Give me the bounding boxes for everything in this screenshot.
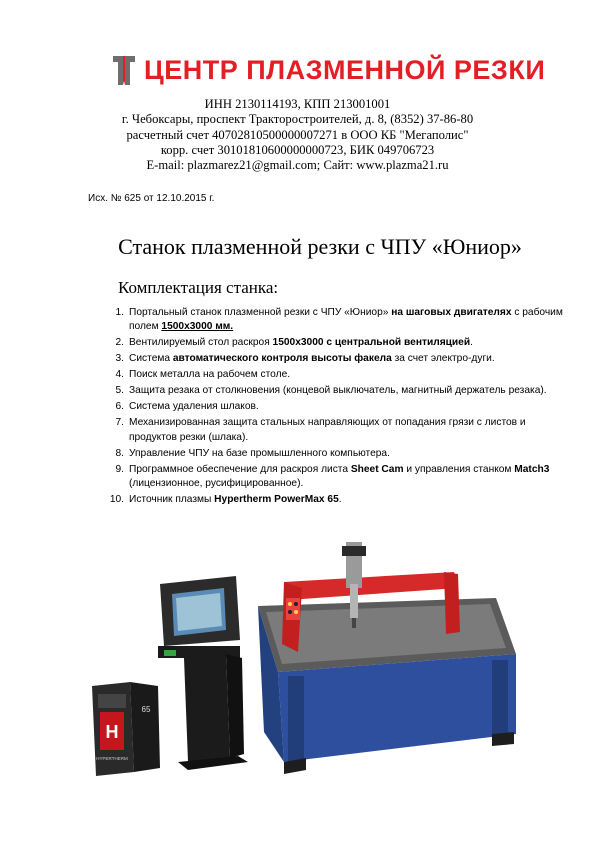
equipment-item-text: Механизированная защита стальных направляющих от попадания грязи с листов и продуктов резки (шлака).: [129, 417, 526, 443]
equipment-item-text: Поиск металла на рабочем столе.: [129, 369, 291, 381]
company-contacts: E-mail: plazmarez21@gmail.com; Сайт: www.plazma21.ru: [146, 158, 449, 173]
equipment-item-text: Защита резака от столкновения (концевой выключатель, магнитный держатель резака).: [129, 385, 547, 397]
equipment-item-text: Вентилируемый стол раскроя: [129, 337, 273, 349]
equipment-item-text: 1500х3000 мм.: [161, 321, 234, 333]
equipment-item-number: 1.: [115, 307, 124, 318]
source-model: 65: [141, 705, 151, 714]
document-title: Станок плазменной резки с ЧПУ «Юниор»: [118, 234, 522, 259]
equipment-item-number: 8.: [115, 447, 124, 459]
equipment-item: [104, 447, 564, 461]
company-address: г. Чебоксары, проспект Тракторостроителей, д. 8, (8352) 37-86-80: [121, 112, 474, 127]
equipment-item-number: 3.: [115, 353, 124, 365]
company-corr-account: корр. счет 30101810600000000723, БИК 049706723: [160, 142, 435, 157]
equipment-item-number: 9.: [115, 463, 124, 475]
equipment-item: [104, 463, 564, 492]
equipment-item: [104, 306, 564, 335]
company-inn: ИНН 2130114193, КПП 213001001: [204, 97, 391, 111]
equipment-item-text: 1500х3000 с центральной вентиляцией: [272, 337, 471, 349]
cnc-control-console: [158, 576, 248, 770]
equipment-item-text: на шаговых двигателях: [391, 307, 512, 318]
equipment-item-text: за счет электро-дуги.: [391, 353, 495, 365]
equipment-item-number: 6.: [115, 401, 124, 413]
equipment-item: [104, 493, 564, 507]
company-account: расчетный счет 40702810500000007271 в ООО КБ "Мегаполис": [126, 127, 469, 142]
equipment-item-text: с рабочим полем: [129, 307, 563, 333]
equipment-item-number: 10.: [109, 494, 124, 506]
equipment-item-text: .: [470, 337, 473, 349]
equipment-item-text: Портальный станок плазменной резки с ЧПУ «Юниор»: [129, 307, 392, 318]
equipment-item-text: Hypertherm PowerMax 65: [214, 494, 339, 506]
equipment-item-text: Программное обеспечение для раскроя листа: [129, 463, 351, 475]
equipment-item-text: Управление ЧПУ на базе промышленного компьютера.: [129, 447, 390, 459]
equipment-item-number: 4.: [115, 369, 124, 381]
plasma-source-unit: [92, 682, 160, 776]
equipment-item-text: .: [338, 494, 342, 506]
equipment-item-text: и управления станком: [403, 463, 515, 475]
equipment-item-text: Sheet Cam: [350, 463, 404, 475]
equipment-item-text: (лицензионное, русифицированное).: [129, 478, 304, 490]
equipment-item-text: Система: [129, 353, 173, 365]
logo-text: ЦЕНТР ПЛАЗМЕННОЙ РЕЗКИ: [144, 54, 546, 85]
equipment-item: [104, 384, 564, 398]
equipment-item: [104, 336, 564, 350]
equipment-item: [104, 400, 564, 414]
equipment-item-text: Источник плазмы: [129, 494, 215, 506]
equipment-item-text: Система удаления шлаков.: [129, 401, 259, 413]
equipment-item: [104, 352, 564, 366]
torch-logo-icon: [110, 53, 138, 87]
equipment-item: [104, 416, 564, 445]
equipment-item-text: автоматического контроля высоты факела: [172, 353, 392, 365]
svg-text:H: H: [105, 722, 119, 742]
equipment-item: [104, 368, 564, 382]
cnc-plasma-machine-photo: [88, 536, 538, 776]
document-subtitle: Комплектация станка:: [118, 278, 279, 297]
equipment-item-number: 2.: [115, 337, 124, 349]
equipment-item-number: 5.: [115, 385, 124, 397]
company-logo: [110, 50, 545, 90]
equipment-list: [104, 306, 564, 509]
company-details: [0, 97, 595, 173]
equipment-item-text: Match3: [514, 463, 550, 475]
equipment-item-number: 7.: [115, 417, 124, 429]
document-ref: Исх. № 625 от 12.10.2015 г.: [88, 193, 215, 204]
source-brand: HYPERTHERM: [96, 756, 128, 761]
